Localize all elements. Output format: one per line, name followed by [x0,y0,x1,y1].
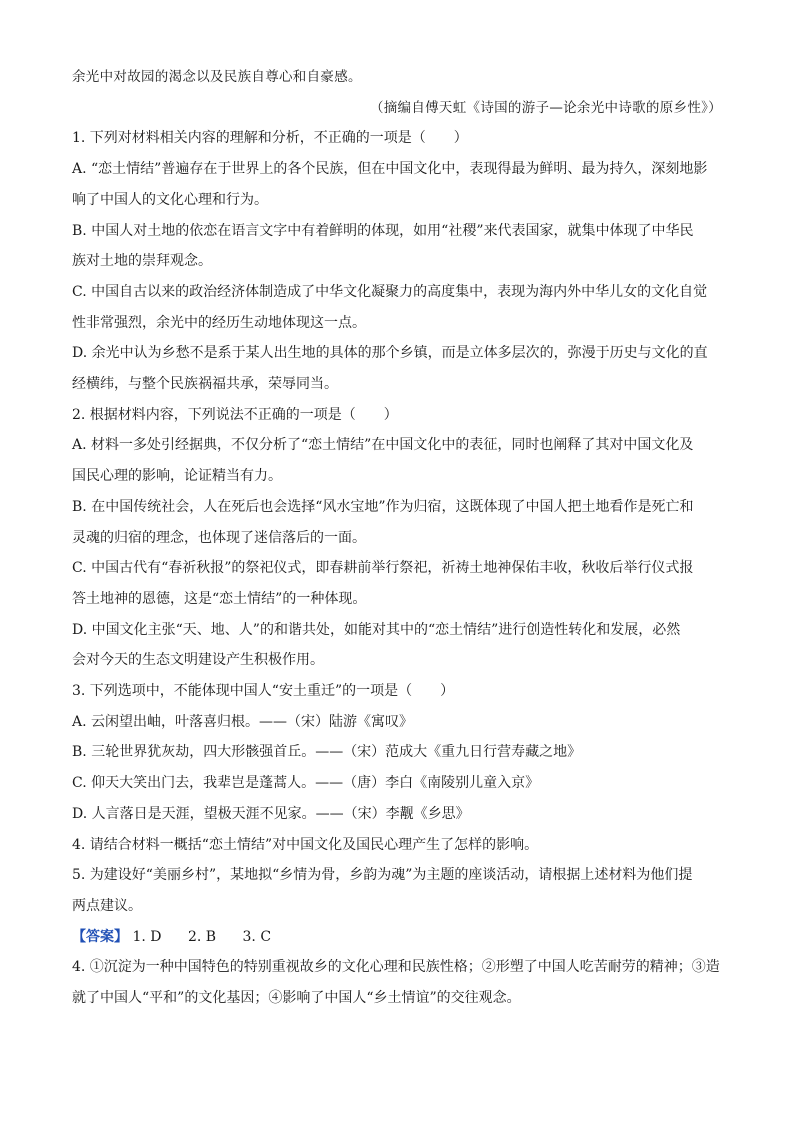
q2-option-b-cont: 灵魂的归宿的理念，也体现了迷信落后的一面。 [72,529,366,546]
q3-option-a: A. 云闲望出岫，叶落喜归根。——（宋）陆游《寓叹》 [72,713,414,730]
question-4: 4. 请结合材料一概括“恋土情结”对中国文化及国民心理产生了怎样的影响。 [72,836,539,853]
q2-option-b: B. 在中国传统社会，人在死后也会选择“风水宝地”作为归宿，这既体现了中国人把土地看作是死亡和 [72,498,694,515]
question-1-stem: 1. 下列对材料相关内容的理解和分析，不正确的一项是（ ） [72,130,468,147]
explanation-4-cont: 就了中国人“平和”的文化基因；④影响了中国人“乡土情谊”的交往观念。 [72,990,521,1007]
answer-3: 3. C [242,928,272,945]
q1-option-b-cont: 族对土地的崇拜观念。 [72,253,212,270]
answer-2: 2. B [187,928,217,945]
answer-1: 1. D [132,928,162,945]
answer-row [72,922,722,953]
source-citation: （摘编自傅天虹《诗国的游子—论余光中诗歌的原乡性》） [369,99,722,116]
q1-option-b: B. 中国人对土地的依恋在语言文字中有着鲜明的体现，如用“社稷”来代表国家，就集中体现了中华民 [72,222,694,239]
q1-option-d-cont: 经横纬，与整个民族祸福共承，荣辱同当。 [72,376,338,393]
q3-option-b: B. 三轮世界犹灰劫，四大形骸强首丘。——（宋）范成大《重九日行营寿藏之地》 [72,744,582,761]
answer-tag: 【答案】 [72,928,128,945]
question-2-stem: 2. 根据材料内容，下列说法不正确的一项是（ ） [72,406,398,423]
q1-option-c: C. 中国自古以来的政治经济体制造成了中华文化凝聚力的高度集中，表现为海内外中华儿女的文化自觉 [72,283,708,300]
question-5-cont: 两点建议。 [72,897,142,914]
q2-option-a-cont: 国民心理的影响，论证精当有力。 [72,468,282,485]
q1-option-a-cont: 响了中国人的文化心理和行为。 [72,191,268,208]
explanation-4: 4. ①沉淀为一种中国特色的特别重视故乡的文化心理和民族性格；②形塑了中国人吃苦耐劳的精神；③造 [72,959,720,976]
q1-option-a: A. “恋土情结”普遍存在于世界上的各个民族，但在中国文化中，表现得最为鲜明、最为持久，深刻地影 [72,161,708,178]
q1-option-c-cont: 性非常强烈，余光中的经历生动地体现这一点。 [72,314,366,331]
question-3-stem: 3. 下列选项中，不能体现中国人“安土重迁”的一项是（ ） [72,683,455,700]
q2-option-c: C. 中国古代有“春祈秋报”的祭祀仪式，即春耕前举行祭祀，祈祷土地神保佑丰收，秋收后举行仪式报 [72,560,694,577]
q2-option-c-cont: 答土地神的恩德，这是“恋土情结”的一种体现。 [72,590,367,607]
q2-option-a: A. 材料一多处引经据典，不仅分析了“恋土情结”在中国文化中的表征，同时也阐释了其对中国文化及 [72,437,694,454]
q2-option-d: D. 中国文化主张“天、地、人”的和谐共处，如能对其中的“恋土情结”进行创造性转化和发展，必然 [72,621,681,638]
question-5: 5. 为建设好“美丽乡村”，某地拟“乡情为骨，乡韵为魂”为主题的座谈活动，请根据上述材料为他们提 [72,867,693,884]
document-page [72,62,722,1014]
q3-option-c: C. 仰天大笑出门去，我辈岂是蓬蒿人。——（唐）李白《南陵别儿童入京》 [72,775,540,792]
q3-option-d: D. 人言落日是天涯，望极天涯不见家。——（宋）李觏《乡思》 [72,805,470,822]
intro-line: 余光中对故园的渴念以及民族自尊心和自豪感。 [72,69,362,85]
q2-option-d-cont: 会对今天的生态文明建设产生积极作用。 [72,652,324,669]
q1-option-d: D. 余光中认为乡愁不是系于某人出生地的具体的那个乡镇，而是立体多层次的，弥漫于历史与文化的直 [72,345,708,362]
